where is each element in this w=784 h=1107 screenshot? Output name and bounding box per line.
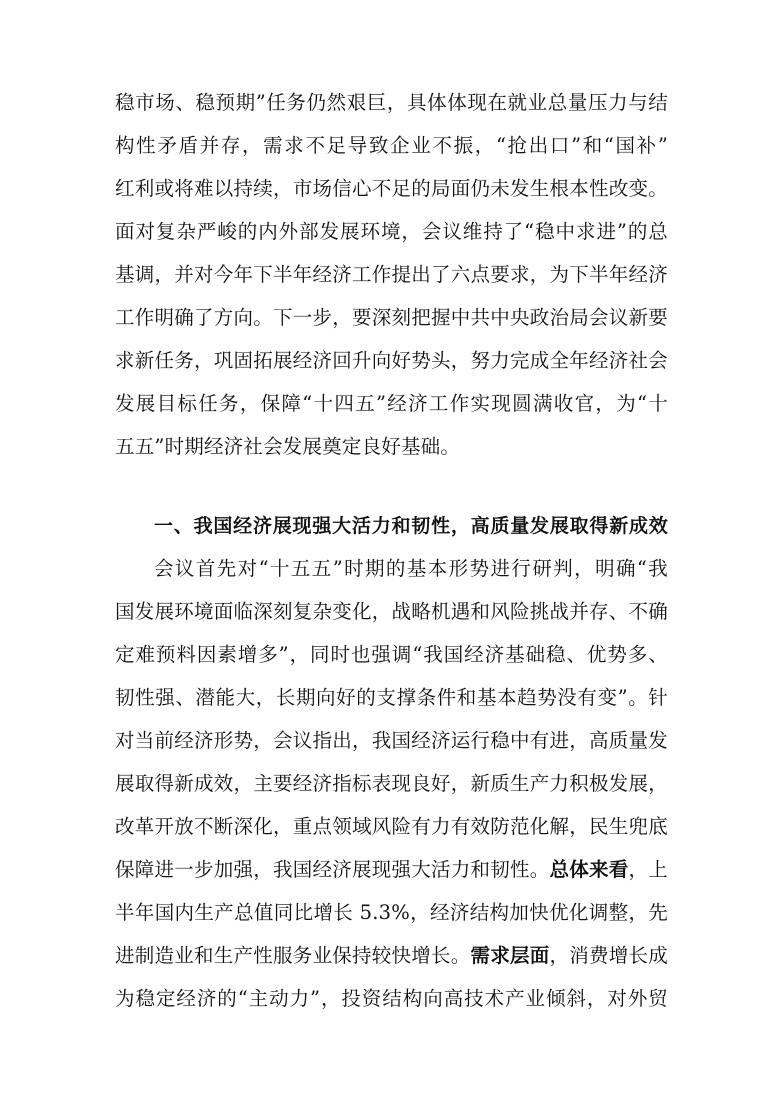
paragraph-line: 发展目标任务，保障“十四五”经济工作实现圆满收官，为“十 [115,392,668,415]
paragraph-line: 红利或将难以持续，市场信心不足的局面仍未发生根本性改变。 [115,177,668,200]
paragraph-line: 面对复杂严峻的内外部发展环境，会议维持了“稳中求进”的总 [115,220,668,243]
paragraph-line: 韧性强、潜能大，长期向好的支撑条件和基本趋势没有变”。针 [115,686,668,709]
line-text: 保障进一步加强，我国经济展现强大活力和韧性。 [115,858,550,881]
paragraph-line: 构性矛盾并存，需求不足导致企业不振，“抢出口”和“国补” [115,134,668,157]
paragraph-line: 国发展环境面临深刻复杂变化，战略机遇和风险挑战并存、不确 [115,600,668,623]
paragraph-line: 为稳定经济的“主动力”，投资结构向高技术产业倾斜，对外贸 [115,987,668,1010]
line-text: ，上 [628,858,668,881]
paragraph-line [115,849,668,891]
paragraph-line: 求新任务，巩固拓展经济回升向好势头，努力完成全年经济社会 [115,349,668,372]
paragraph-line: 定难预料因素增多”，同时也强调“我国经济基础稳、优势多、 [115,643,668,666]
paragraph-line: 五五”时期经济社会发展奠定良好基础。 [115,435,461,458]
line-text: ，消费增长成 [549,944,669,967]
bold-lead-in: 总体来看 [549,858,629,881]
paragraph-line: 对当前经济形势，会议指出，我国经济运行稳中有进，高质量发 [115,729,668,752]
paragraph-line: 半年国内生产总值同比增长 5.3%，经济结构加快优化调整，先 [115,901,668,924]
paragraph-line: 工作明确了方向。下一步，要深刻把握中共中央政治局会议新要 [115,306,668,329]
paragraph-line [115,935,668,977]
paragraph-line: 改革开放不断深化，重点领域风险有力有效防范化解，民生兜底 [115,815,668,838]
section-heading: 一、我国经济展现强大活力和韧性，高质量发展取得新成效 [154,515,668,537]
bold-lead-in: 需求层面 [470,944,550,967]
paragraph-line: 基调，并对今年下半年经济工作提出了六点要求，为下半年经济 [115,263,668,286]
paragraph-line: 展取得新成效，主要经济指标表现良好，新质生产力积极发展， [115,772,668,795]
paragraph-line: 稳市场、稳预期”任务仍然艰巨，具体体现在就业总量压力与结 [115,91,668,114]
paragraph-line: 会议首先对“十五五”时期的基本形势进行研判，明确“我 [154,557,668,580]
line-text: 进制造业和生产性服务业保持较快增长。 [115,944,471,967]
